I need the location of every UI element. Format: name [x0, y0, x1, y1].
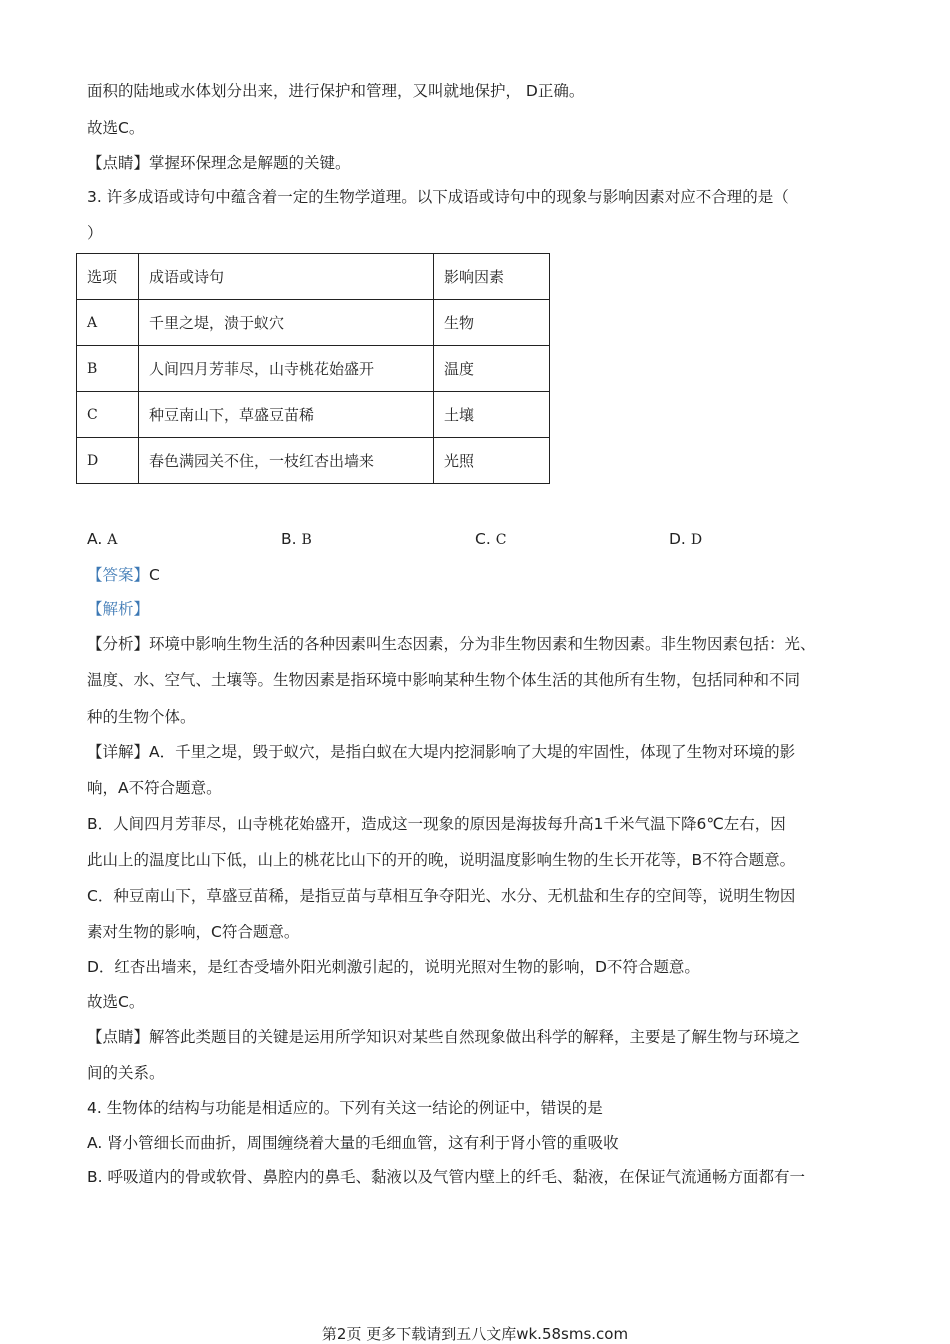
question-3-stem: 3. 许多成语或诗句中蕴含着一定的生物学道理。以下成语或诗句中的现象与影响因素对应不合理的是（ — [87, 188, 789, 206]
table-cell: 温度 — [434, 346, 550, 392]
text-line: ） — [87, 224, 103, 242]
table-cell: 光照 — [434, 438, 550, 484]
text-line: B．人间四月芳菲尽，山寺桃花始盛开，造成这一现象的原因是海拔每升高1千米气温下降6℃左右，因 — [87, 815, 786, 833]
table-cell: C — [77, 392, 139, 438]
table-cell: 生物 — [434, 300, 550, 346]
text-line: 间的关系。 — [87, 1064, 165, 1082]
text-line: 种的生物个体。 — [87, 708, 196, 726]
choice-value: A — [107, 532, 118, 548]
choice-label: D. — [669, 530, 686, 548]
answer-value: C — [149, 566, 160, 584]
text-line: D．红杏出墙来，是红杏受墙外阳光刺激引起的，说明光照对生物的影响，D不符合题意。 — [87, 958, 700, 976]
table-row — [77, 438, 550, 484]
text-line: 【点睛】掌握环保理念是解题的关键。 — [87, 154, 351, 172]
text-line: 故选C。 — [87, 119, 145, 137]
text-line: 此山上的温度比山下低，山上的桃花比山下的开的晚，说明温度影响生物的生长开花等，B不符合题意。 — [87, 851, 796, 869]
options-table — [76, 253, 550, 484]
option-a-text: A. 肾小管细长而曲折，周围缠绕着大量的毛细血管，这有利于肾小管的重吸收 — [87, 1134, 619, 1152]
choice-value: C — [495, 532, 507, 548]
option-b-text: B. 呼吸道内的骨或软骨、鼻腔内的鼻毛、黏液以及气管内壁上的纤毛、黏液，在保证气流通畅方面都有一 — [87, 1168, 805, 1186]
question-4-stem: 4. 生物体的结构与功能是相适应的。下列有关这一结论的例证中，错误的是 — [87, 1099, 603, 1117]
table-cell: 千里之堤，溃于蚁穴 — [139, 300, 434, 346]
choice-label: C. — [475, 530, 491, 548]
table-header-cell: 选项 — [77, 254, 139, 300]
choice-d — [669, 530, 702, 548]
text-line: 故选C。 — [87, 993, 145, 1011]
table-cell: 春色满园关不住，一枝红杏出墙来 — [139, 438, 434, 484]
table-cell: B — [77, 346, 139, 392]
table-row — [77, 392, 550, 438]
table-row — [77, 300, 550, 346]
choice-label: B. — [281, 530, 297, 548]
text-line: 【详解】A．千里之堤，毁于蚁穴，是指白蚁在大堤内挖洞影响了大堤的牢固性，体现了生物对环境的影 — [87, 743, 796, 761]
choice-b — [281, 530, 312, 548]
text-line: 【点睛】解答此类题目的关键是运用所学知识对某些自然现象做出科学的解释，主要是了解生物与环境之 — [87, 1028, 801, 1046]
text-line: 面积的陆地或水体划分出来，进行保护和管理，又叫就地保护， D正确。 — [87, 82, 585, 100]
table-cell: A — [77, 300, 139, 346]
table-cell: 种豆南山下，草盛豆苗稀 — [139, 392, 434, 438]
choice-value: B — [301, 532, 312, 548]
text-line: 【分析】环境中影响生物生活的各种因素叫生态因素，分为非生物因素和生物因素。非生物因素包括：光、 — [87, 635, 816, 653]
analysis-tag: 【解析】 — [87, 600, 150, 618]
choice-a — [87, 530, 117, 548]
table-header-cell: 成语或诗句 — [139, 254, 434, 300]
table-header-cell: 影响因素 — [434, 254, 550, 300]
page-footer: 第2页 更多下载请到五八文库wk.58sms.com — [321, 1325, 629, 1343]
text-line: C．种豆南山下，草盛豆苗稀，是指豆苗与草相互争夺阳光、水分、无机盐和生存的空间等，说明生物因 — [87, 887, 796, 905]
table-cell: 土壤 — [434, 392, 550, 438]
text-line: 响，A不符合题意。 — [87, 779, 222, 797]
text-line: 温度、水、空气、土壤等。生物因素是指环境中影响某种生物个体生活的其他所有生物，包括同种和不同 — [87, 671, 801, 689]
answer-tag: 【答案】 — [87, 566, 150, 584]
table-cell: D — [77, 438, 139, 484]
table-header-row — [77, 254, 550, 300]
choice-value: D — [690, 532, 703, 548]
choice-c — [475, 530, 506, 548]
table-row — [77, 346, 550, 392]
choice-label: A. — [87, 530, 103, 548]
table-cell: 人间四月芳菲尽，山寺桃花始盛开 — [139, 346, 434, 392]
answer-line — [87, 564, 160, 586]
text-line: 素对生物的影响，C符合题意。 — [87, 923, 300, 941]
